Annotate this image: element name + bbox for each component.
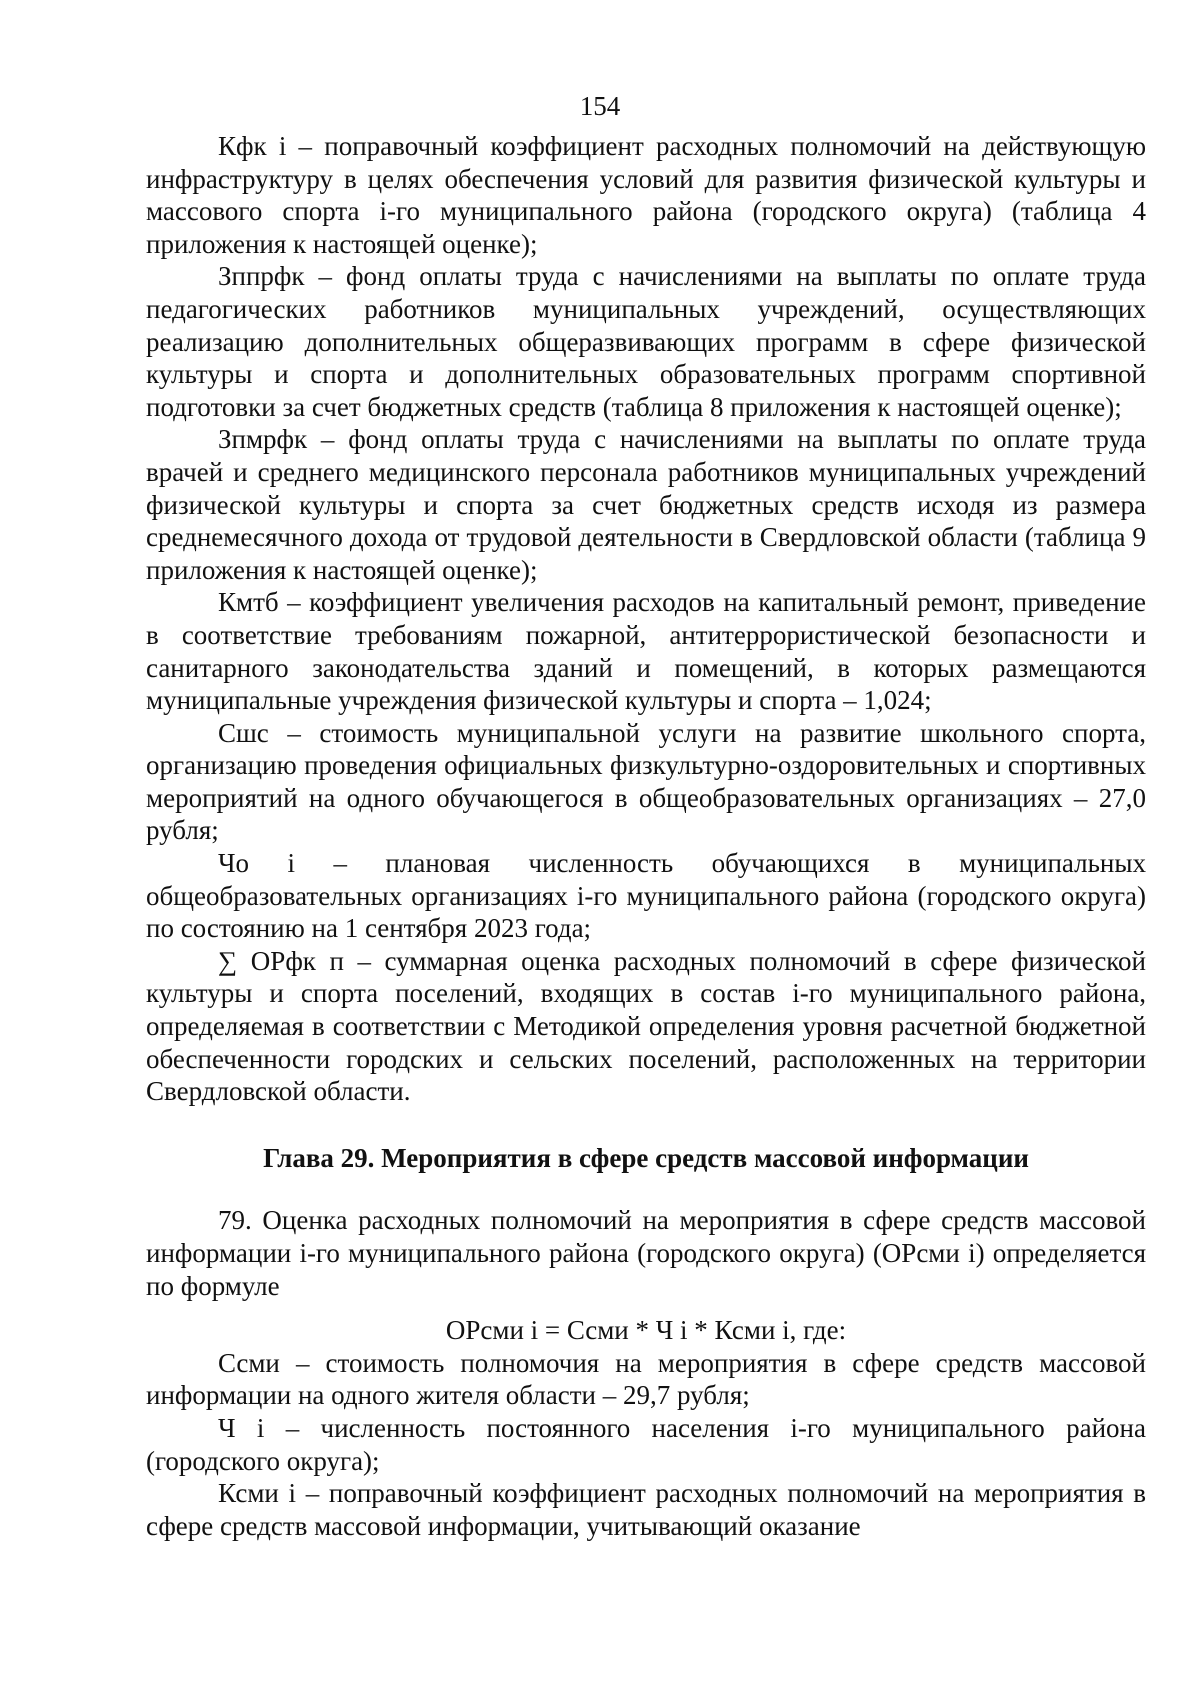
paragraph-kfk: Кфк i – поправочный коэффициент расходных полномочий на действующую инфраструктуру в целях обеспечения условий для развития физической культуры и массового спорта i-го муниципального района (городского округа) (таблица 4 приложения к настоящей оценке); [146,131,1146,259]
formula: ОРсми i = Ссми * Ч i * Ксми i, где: [445,1315,847,1346]
paragraph-zpprfk: Зппрфк – фонд оплаты труда с начислениями на выплаты по оплате труда педагогических работников муниципальных учреждений, осуществляющих реализацию дополнительных общеразвивающих программ в сфере физической культуры и спорта и дополнительных образовательных программ спортивной подготовки за счет бюджетных средств (таблица 8 приложения к настоящей оценке); [146,261,1146,422]
section-79: 79. Оценка расходных полномочий на мероприятия в сфере средств массовой информации i-го муниципального района (городского округа) (ОРсми i) определяется по формуле [146,1205,1146,1301]
paragraph-sum-orfk: ∑ ОРфк п – суммарная оценка расходных полномочий в сфере физической культуры и спорта поселений, входящих в состав i-го муниципального района, определяемая в соответствии с Методикой определения уровня расчетной бюджетной обеспеченности городских и сельских поселений, расположенных на территории Свердловской области. [146,945,1146,1107]
paragraph-kmtb: Кмтб – коэффициент увеличения расходов на капитальный ремонт, приведение в соответствие требованиям пожарной, антитеррористической безопасности и санитарного законодательства зданий и помещений, в которых размещаются муниципальные учреждения физической культуры и спорта – 1,024; [146,587,1146,716]
definition-chi: Ч i – численность постоянного населения i-го муниципального района (городского округа); [146,1412,1146,1476]
document-body [146,130,1146,1542]
definition-ssmi: Ссми – стоимость полномочия на мероприятия в сфере средств массовой информации на одного жителя области – 29,7 рубля; [146,1347,1146,1411]
paragraph-cho: Чо i – плановая численность обучающихся в муниципальных общеобразовательных организациях i-го муниципального района (городского округа) по состоянию на 1 сентября 2023 года; [146,848,1146,944]
page-number: 154 [579,91,621,121]
paragraph-sshs: Сшс – стоимость муниципальной услуги на развитие школьного спорта, организацию проведения официальных физкультурно-оздоровительных и спортивных мероприятий на одного обучающегося в общеобразовательных организациях – 27,0 рубля; [146,717,1146,846]
chapter-heading: Глава 29. Мероприятия в сфере средств массовой информации [263,1142,1029,1173]
definition-ksmi: Ксми i – поправочный коэффициент расходных полномочий на мероприятия в сфере средств массовой информации, учитывающий оказание [146,1478,1146,1541]
paragraph-zpmrfk: Зпмрфк – фонд оплаты труда с начислениями на выплаты по оплате труда врачей и среднего медицинского персонала работников муниципальных учреждений физической культуры и спорта за счет бюджетных средств исходя из размера среднемесячного дохода от трудовой деятельности в Свердловской области (таблица 9 приложения к настоящей оценке); [146,424,1146,585]
